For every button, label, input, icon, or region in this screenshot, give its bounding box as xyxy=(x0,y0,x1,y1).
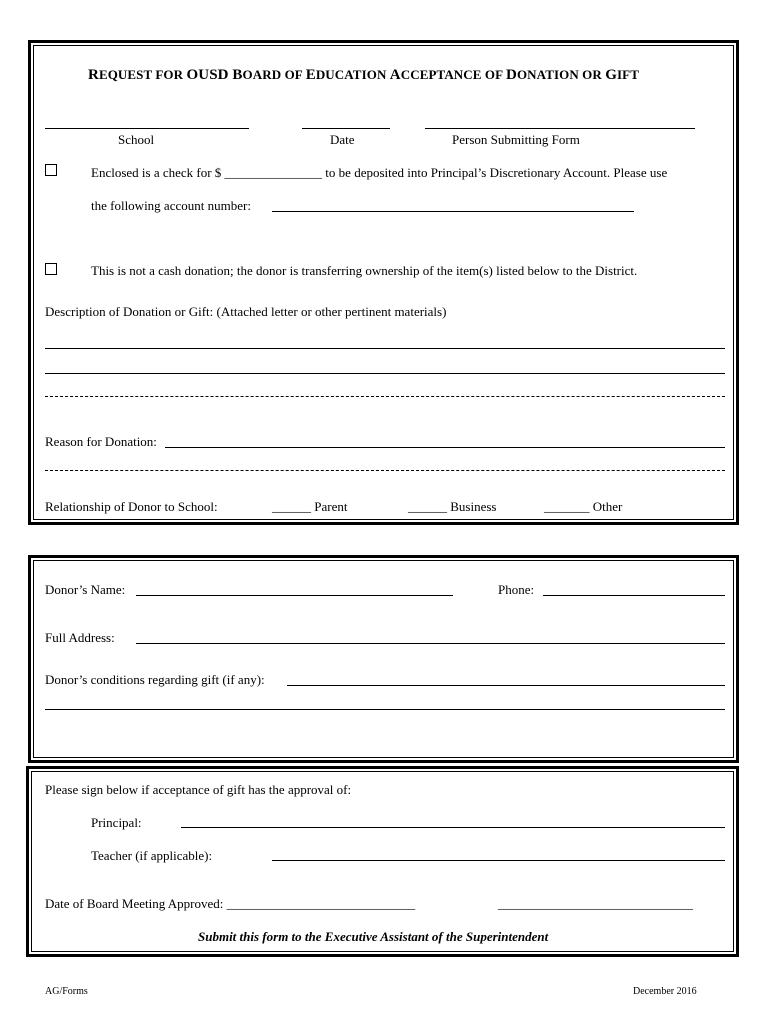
person-line[interactable] xyxy=(425,128,695,129)
reason-line-2[interactable] xyxy=(45,470,725,471)
date-label: Date xyxy=(330,132,355,147)
description-line-1[interactable] xyxy=(45,348,725,349)
footer-left: AG/Forms xyxy=(45,986,88,997)
check-donation-text: Enclosed is a check for $ _______________ to be deposited into Principal’s Discretionary Account. Please use xyxy=(91,165,668,180)
relationship-parent[interactable]: ______ Parent xyxy=(272,499,348,514)
principal-signature-line[interactable] xyxy=(181,827,725,828)
board-meeting-date[interactable]: Date of Board Meeting Approved: _____________________________ xyxy=(45,896,416,911)
description-line-2[interactable] xyxy=(45,373,725,374)
account-number-label: the following account number: xyxy=(91,198,251,213)
full-address-line[interactable] xyxy=(136,643,725,644)
teacher-signature-line[interactable] xyxy=(272,860,725,861)
description-line-3[interactable] xyxy=(45,396,725,397)
footer-right: December 2016 xyxy=(633,986,697,997)
check-donation-checkbox[interactable] xyxy=(45,164,57,176)
donor-conditions-line-1[interactable] xyxy=(287,685,725,686)
reason-line-1[interactable] xyxy=(165,447,725,448)
reason-label: Reason for Donation: xyxy=(45,434,157,449)
school-line[interactable] xyxy=(45,128,249,129)
form-title: REQUEST FOR OUSD BOARD OF EDUCATION ACCEPTANCE OF DONATION OR GIFT xyxy=(88,67,639,83)
donor-section-box xyxy=(28,555,739,763)
noncash-donation-checkbox[interactable] xyxy=(45,263,57,275)
donor-conditions-line-2[interactable] xyxy=(45,709,725,710)
approval-intro: Please sign below if acceptance of gift has the approval of: xyxy=(45,782,352,797)
phone-label: Phone: xyxy=(498,582,535,597)
request-section-box xyxy=(28,40,739,525)
donor-name-line[interactable] xyxy=(136,595,453,596)
account-number-line[interactable] xyxy=(272,211,634,212)
noncash-donation-text: This is not a cash donation; the donor is transferring ownership of the item(s) listed below to the District. xyxy=(91,263,638,278)
principal-label: Principal: xyxy=(91,815,142,830)
description-label: Description of Donation or Gift: (Attached letter or other pertinent materials) xyxy=(45,304,447,319)
submit-instruction: Submit this form to the Executive Assistant of the Superintendent xyxy=(198,929,549,944)
phone-line[interactable] xyxy=(543,595,725,596)
board-meeting-extra-blank[interactable]: ______________________________ xyxy=(498,896,693,911)
relationship-other[interactable]: _______ Other xyxy=(544,499,623,514)
donor-conditions-label: Donor’s conditions regarding gift (if any): xyxy=(45,672,265,687)
person-submitting-label: Person Submitting Form xyxy=(452,132,580,147)
full-address-label: Full Address: xyxy=(45,630,115,645)
teacher-label: Teacher (if applicable): xyxy=(91,848,213,863)
relationship-label: Relationship of Donor to School: xyxy=(45,499,218,514)
school-label: School xyxy=(118,132,155,147)
date-line[interactable] xyxy=(302,128,390,129)
relationship-business[interactable]: ______ Business xyxy=(408,499,497,514)
donor-name-label: Donor’s Name: xyxy=(45,582,126,597)
